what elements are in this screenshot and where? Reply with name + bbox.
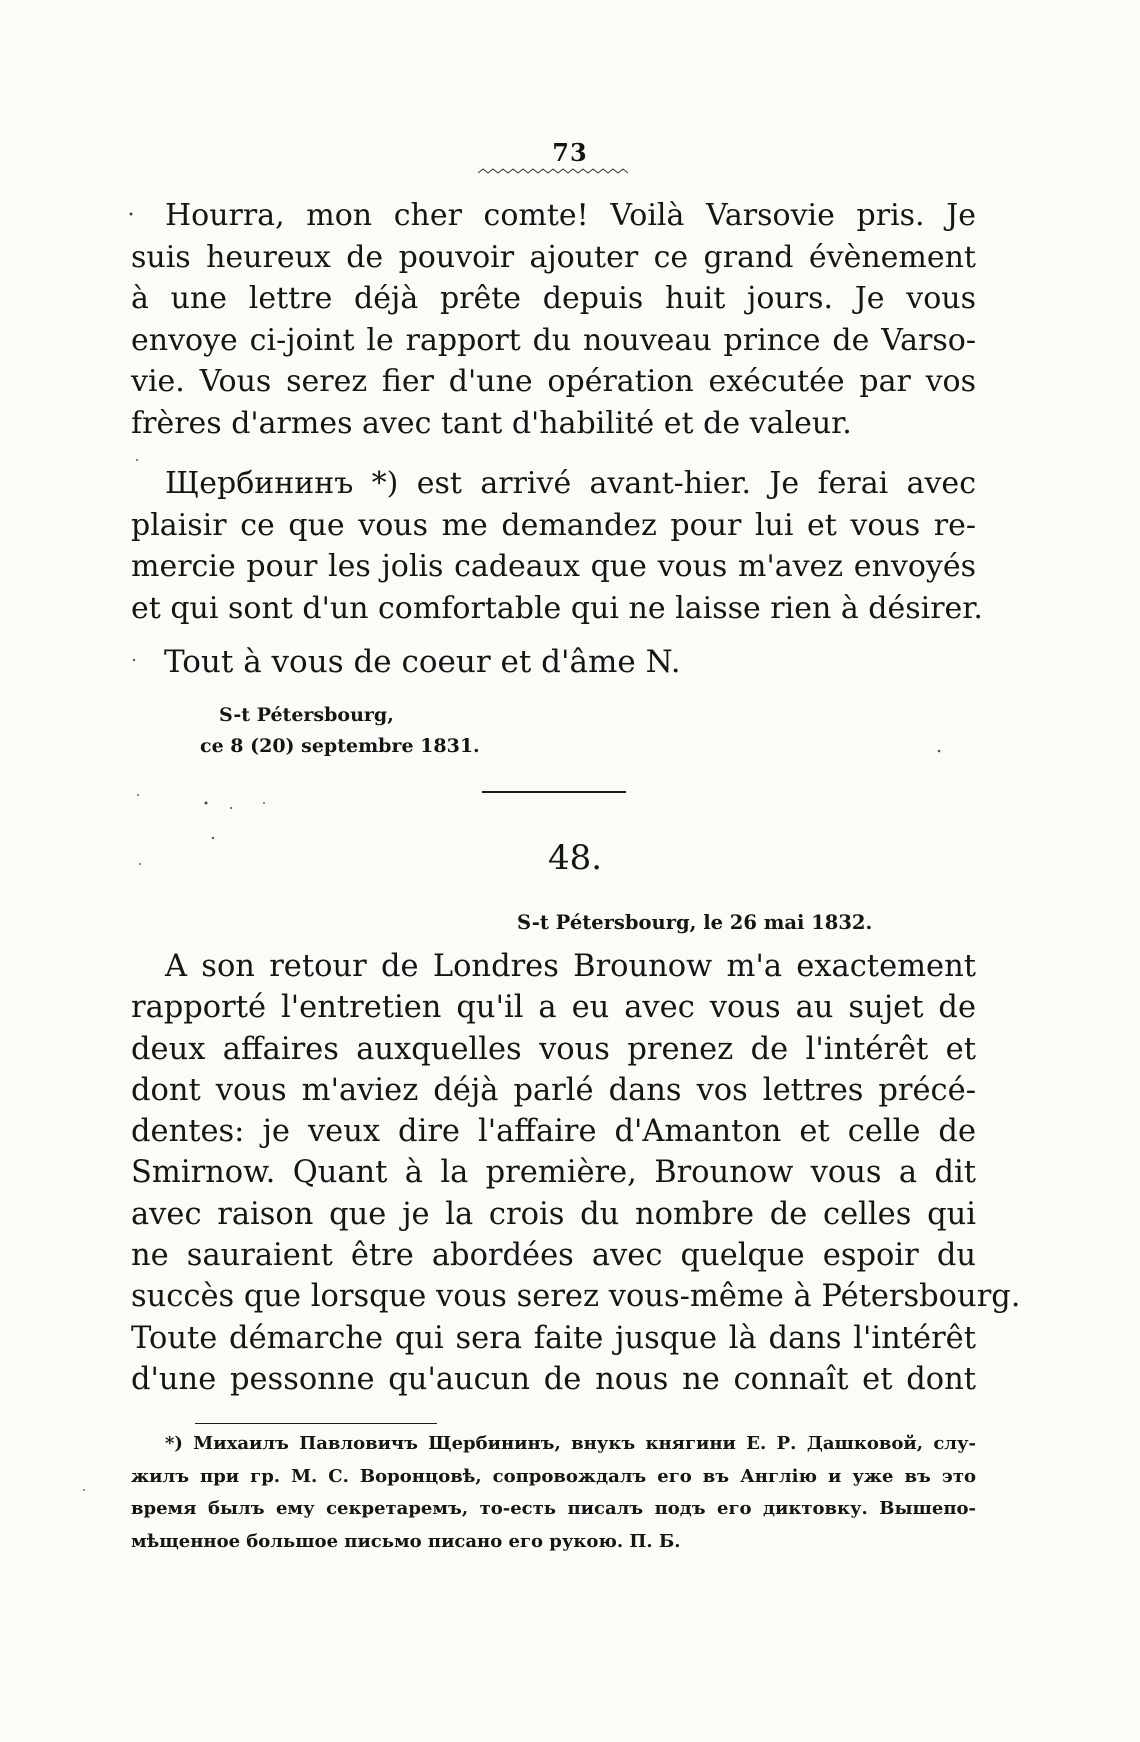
text-line: succès que lorsque vous serez vous-même à Pétersbourg. bbox=[131, 1279, 1021, 1315]
text-line: dentes: je veux dire l'affaire d'Amanton et celle de bbox=[131, 1114, 976, 1150]
text-line: envoye ci-joint le rapport du nouveau prince de Varso- bbox=[131, 322, 976, 358]
text-line: frères d'armes avec tant d'habilité et de valeur. bbox=[131, 405, 852, 441]
footnote-line: жилъ при гр. М. С. Воронцовѣ, сопровождалъ его въ Англію и уже въ это bbox=[131, 1465, 976, 1487]
text-line: Toute démarche qui sera faite jusque là dans l'intérêt bbox=[131, 1320, 976, 1356]
text-line: avec raison que je la crois du nombre de celles qui bbox=[131, 1196, 976, 1232]
text-line: vie. Vous serez fier d'une opération exécutée par vos bbox=[131, 364, 976, 399]
text-line: rapporté l'entretien qu'il a eu avec vous au sujet de bbox=[131, 990, 976, 1026]
text-line: dont vous m'aviez déjà parlé dans vos lettres précé- bbox=[131, 1072, 976, 1108]
letter-dateline: S-t Pétersbourg, le 26 mai 1832. bbox=[517, 911, 873, 934]
letter-closing: Tout à vous de coeur et d'âme N. bbox=[164, 644, 681, 680]
text-line: Smirnow. Quant à la première, Brounow vous a dit bbox=[131, 1155, 976, 1191]
text-line: deux affaires auxquelles vous prenez de l'intérêt et bbox=[131, 1031, 976, 1067]
text-line: ne sauraient être abordées avec quelque espoir du bbox=[131, 1238, 976, 1274]
text-line: Hourra, mon cher comte! Voilà Varsovie pris. Je bbox=[165, 198, 976, 233]
text-line: mercie pour les jolis cadeaux que vous m'avez envoyés bbox=[131, 549, 976, 584]
page-number: 73 bbox=[552, 138, 588, 167]
text-line: et qui sont d'un comfortable qui ne laisse rien à désirer. bbox=[131, 590, 983, 626]
footnote-line: *) Михаилъ Павловичъ Щербининъ, внукъ княгини Е. Р. Дашковой, слу- bbox=[165, 1433, 976, 1454]
footnote-line: мѣщенное большое письмо писано его рукою. П. Б. bbox=[131, 1530, 681, 1552]
footnote-line: время былъ ему секретаремъ, то-есть писалъ подъ его диктовку. Вышепо- bbox=[131, 1498, 976, 1519]
letter-number: 48. bbox=[547, 838, 603, 878]
signature-place: S-t Pétersbourg, bbox=[219, 704, 394, 726]
text-line: A son retour de Londres Brounow m'a exactement bbox=[165, 949, 976, 984]
signature-date: ce 8 (20) septembre 1831. bbox=[200, 735, 480, 757]
text-line: suis heureux de pouvoir ajouter ce grand évènement bbox=[131, 239, 976, 275]
text-line: Щербининъ *) est arrivé avant-hier. Je ferai avec bbox=[165, 466, 976, 501]
text-line: d'une pessonne qu'aucun de nous ne connaît et dont bbox=[131, 1361, 976, 1397]
text-line: plaisir ce que vous me demandez pour lui et vous re- bbox=[131, 507, 976, 543]
text-line: à une lettre déjà prête depuis huit jours. Je vous bbox=[131, 281, 976, 316]
